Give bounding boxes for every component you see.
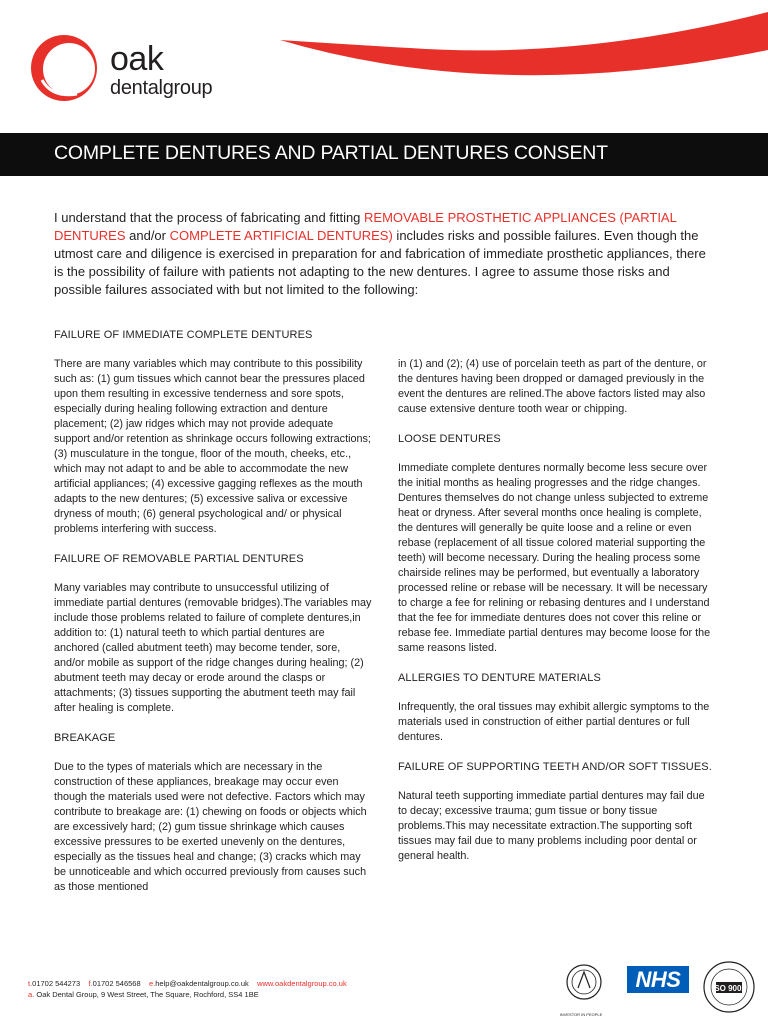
section-heading-loose-dentures: LOOSE DENTURES bbox=[398, 433, 501, 445]
fax-number: 01702 546568 bbox=[92, 979, 141, 988]
intro-paragraph bbox=[54, 209, 714, 299]
fax-label: f. bbox=[88, 979, 93, 988]
section-text-removable-partial: Many variables may contribute to unsuccessful utilizing of immediate partial dentures (removable bridges).The variables may include those problems related to failure of complete dentures,in addition to: (1) natural teeth to which partial dentures are anchored (called abutment teeth) may become tender, sore, and/or mobile as support of the ridge changes during healing; (2) abutment teeth may decay or erode around the clasps or attachments; (3) tissues supporting the abutment teeth may fail after healing is complete. bbox=[54, 582, 372, 714]
website-link[interactable]: www.oakdentalgroup.co.uk bbox=[257, 979, 347, 988]
section-text-breakage: Due to the types of materials which are necessary in the construction of these appliances, breakage may occur even though the materials used were not defective. Factors which may contribute to breakage are: (1) chewing on foods or objects which are excessively hard; (2) gum tissue shrinkage which causes excessive pressures to be exerted unevenly on the dentures, especially as the tissues heal and change; (3) cracks which may be unnoticeable and which occurred previously from causes such as those mentioned bbox=[54, 761, 367, 893]
tel-number[interactable]: 01702 544273 bbox=[32, 979, 81, 988]
section-heading-immediate-complete: FAILURE OF IMMEDIATE COMPLETE DENTURES bbox=[54, 329, 313, 341]
header-swoosh-graphic bbox=[280, 10, 768, 90]
intro-text-3: includes risks and possible failures. Even though the utmost care and diligence is exercised in preparation for and fabrication of immediate prosthetic appliances, there is the possibility of failure with patients not adapting to the new dentures. I agree to assume those risks and possible failures associated with but not limited to the following: bbox=[54, 228, 706, 297]
nhs-logo-icon: NHS bbox=[627, 966, 689, 993]
section-text-allergies: Infrequently, the oral tissues may exhibit allergic symptoms to the materials used in construction of either partial dentures or full dentures. bbox=[398, 701, 710, 743]
section-text-supporting-teeth: Natural teeth supporting immediate partial dentures may fail due to decay; excessive trauma; gum tissue or bony tissue problems.This may necessitate extraction.The supporting soft tissues may fail due to many problems including poor dental or general health. bbox=[398, 790, 705, 862]
investor-in-people-label: INVESTOR IN PEOPLE bbox=[559, 1012, 603, 1017]
section-heading-removable-partial: FAILURE OF REMOVABLE PARTIAL DENTURES bbox=[54, 553, 304, 565]
section-text-loose-dentures: Immediate complete dentures normally become less secure over the initial months as healing progresses and the ridge changes. Dentures themselves do not change unless subjected to extreme heat or dryness. After several months once healing is complete, the dentures will generally be quite loose and a reline or even rebase (replacement of all tissue colored material supporting the teeth) will become necessary. During the healing process some chairside relines may be performed, but eventually a laboratory processed reline or rebase will be necessary. It will be necessary to charge a fee for relining or rebasing dentures and I understand that the fee for immediate dentures does not cover this reline or rebase fee. Immediate partial dentures may become loose for the same reasons listed. bbox=[398, 462, 711, 654]
brand-subname: dentalgroup bbox=[110, 77, 213, 99]
iso-9002-badge-icon bbox=[702, 960, 756, 1014]
section-heading-breakage: BREAKAGE bbox=[54, 732, 116, 744]
footer-contact bbox=[28, 978, 347, 1000]
brand-logo bbox=[110, 42, 212, 98]
section-heading-allergies: ALLERGIES TO DENTURE MATERIALS bbox=[398, 672, 601, 684]
title-bar bbox=[0, 133, 768, 176]
email-label: e. bbox=[148, 979, 156, 988]
page-title: COMPLETE DENTURES AND PARTIAL DENTURES CONSENT bbox=[54, 142, 608, 164]
email-link[interactable]: help@oakdentalgroup.co.uk bbox=[155, 979, 249, 988]
section-text-immediate-complete: There are many variables which may contribute to this possibility such as: (1) gum tissues which cannot bear the pressures placed upon them resulting in excessive tenderness and sore spots, especially during healing following extraction and denture placement; (2) jaw ridges which may not provide adequate support and/or retention as shrinkage occurs following extractions; (3) musculature in the tongue, floor of the mouth, cheeks, etc., which may not adapt to and be able to accommodate the new artificial appliances; (4) excessive gagging reflexes as the mouth adapts to the new dentures; (5) excessive saliva or excessive dryness of mouth; (6) general psychological and/ or physical problems interfering with success. bbox=[54, 358, 371, 535]
left-column bbox=[54, 328, 372, 910]
footer-contact-line bbox=[28, 978, 347, 989]
right-column bbox=[398, 357, 716, 879]
intro-highlight-1: REMOVABLE PROSTHETIC APPLIANCES (PARTIAL DENTURES bbox=[54, 210, 677, 243]
intro-highlight-2: COMPLETE ARTIFICIAL DENTURES) bbox=[169, 228, 393, 243]
investor-in-people-icon bbox=[560, 962, 608, 1012]
address-label: a. bbox=[28, 990, 35, 999]
address-text: Oak Dental Group, 9 West Street, The Square, Rochford, SS4 1BE bbox=[36, 990, 259, 999]
brand-name: oak bbox=[110, 40, 164, 78]
tel-label: t. bbox=[28, 979, 33, 988]
intro-text-1: I understand that the process of fabricating and fitting bbox=[54, 210, 365, 225]
intro-text-2: and/or bbox=[125, 228, 170, 243]
section-text-breakage-continued: in (1) and (2); (4) use of porcelain teeth as part of the denture, or the dentures having been dropped or damaged previously in the event the dentures are relined.The above factors listed may also cause extensive denture tooth wear or chipping. bbox=[398, 358, 707, 415]
iso-label: ISO 9002 bbox=[712, 984, 746, 993]
footer-address-line bbox=[28, 989, 347, 1000]
section-heading-supporting-teeth: FAILURE OF SUPPORTING TEETH AND/OR SOFT TISSUES. bbox=[398, 761, 712, 773]
oak-logo-icon bbox=[22, 28, 112, 108]
